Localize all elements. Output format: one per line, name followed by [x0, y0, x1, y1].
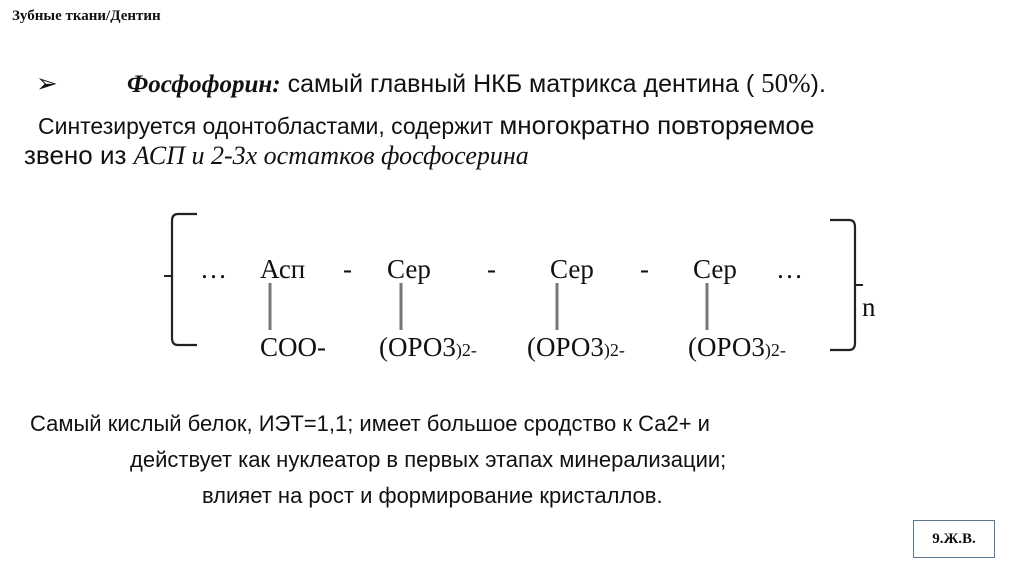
residue-ser-3: Сер	[693, 254, 737, 284]
slide-header: Зубные ткани/Дентин	[12, 8, 161, 24]
synth-part1: Синтезируется одонтобластами, содержит	[38, 113, 500, 139]
intro-close: ).	[810, 70, 826, 98]
left-bracket	[172, 214, 197, 345]
intro-term: Фосфофорин:	[127, 71, 281, 98]
residue-ser-2: Сер	[550, 254, 594, 284]
intro-percent: 50%	[761, 68, 811, 98]
synth-part2: многократно повторяемое	[499, 110, 815, 140]
dots-right: …	[776, 254, 803, 284]
group-opo3-2: (ОРО3)2-	[527, 332, 625, 362]
dash-2: -	[487, 254, 496, 284]
summary-line-3: влияет на рост и формирование кристаллов.	[202, 483, 663, 508]
dots-left: …	[200, 254, 227, 284]
repeat-n: n	[862, 292, 876, 322]
residue-asp: Асп	[260, 254, 306, 284]
summary-line-2: действует как нуклеатор в первых этапах минерализации;	[130, 447, 727, 472]
synth-part4: АСП и 2-3х остатков фосфосерина	[133, 141, 529, 170]
synth-part3: звено из	[24, 140, 134, 170]
dash-3: -	[640, 254, 649, 284]
intro-text: самый главный НКБ матрикса дентина (	[280, 70, 762, 98]
dash-1: -	[343, 254, 352, 284]
group-opo3-1: (ОРО3)2-	[379, 332, 477, 362]
author-badge: 9.Ж.В.	[913, 520, 995, 558]
right-bracket	[830, 220, 855, 350]
bullet-arrow-icon: ➢	[36, 68, 58, 98]
summary-line-1: Самый кислый белок, ИЭТ=1,1; имеет большое сродство к Са2+ и	[30, 411, 710, 436]
group-coo: СОО-	[260, 332, 326, 362]
residue-ser-1: Сер	[387, 254, 431, 284]
group-opo3-3: (ОРО3)2-	[688, 332, 786, 362]
